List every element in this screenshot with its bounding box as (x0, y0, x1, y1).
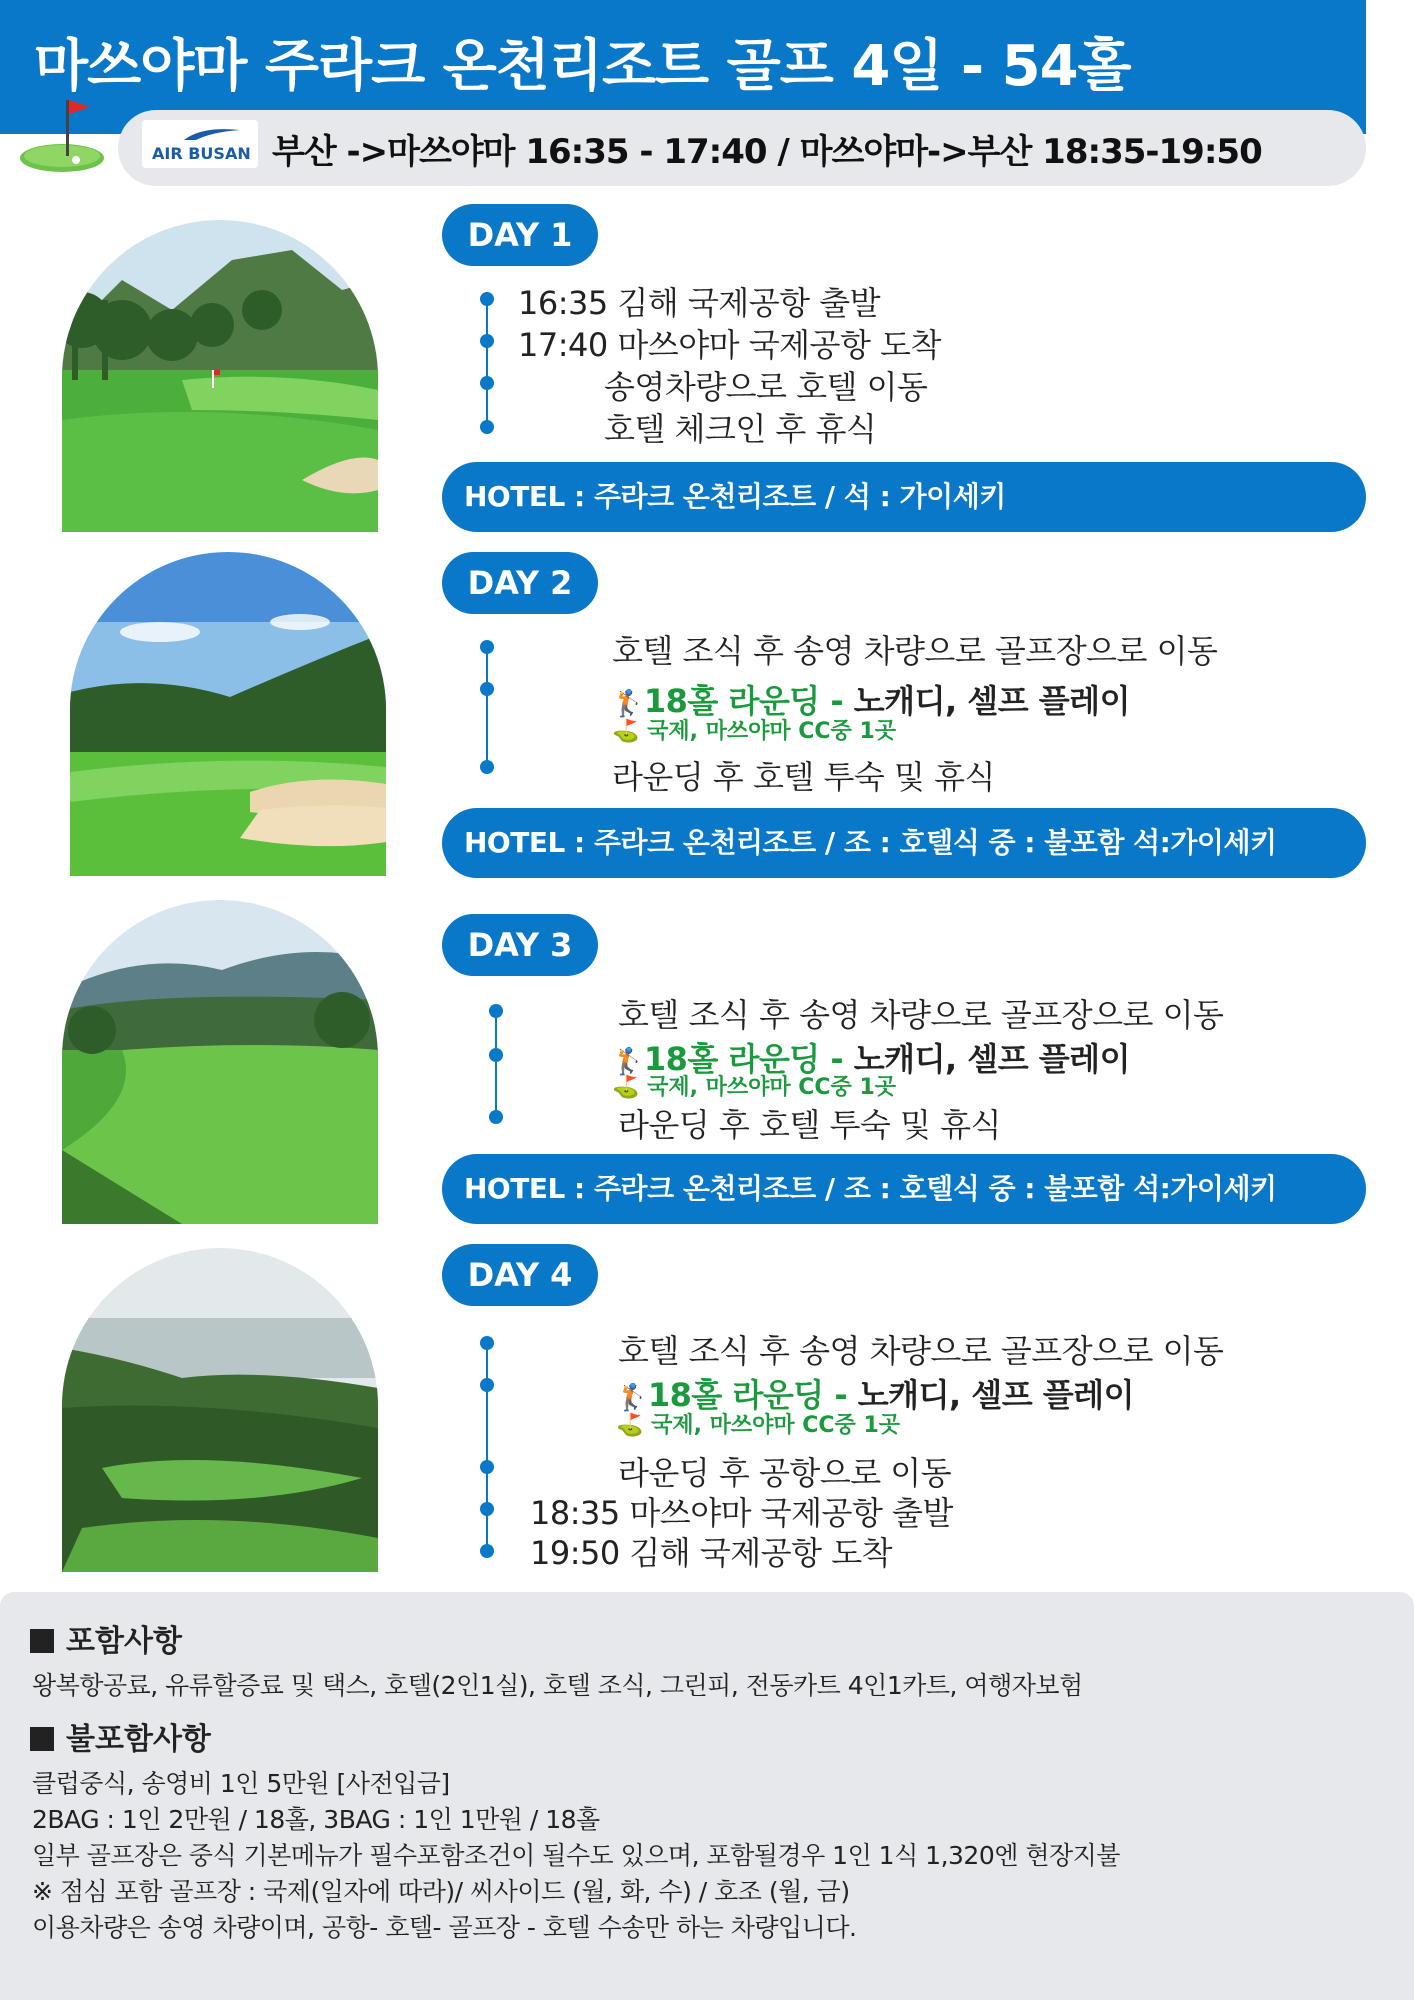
day2-dot (480, 640, 494, 654)
round-main: 18홀 라운딩 - (647, 1376, 848, 1414)
day4-item: 19:50 김해 국제공항 도착 (530, 1534, 893, 1572)
round-detail: 노캐디, 셀프 플레이 (843, 1040, 1130, 1078)
day2-timeline (486, 646, 488, 766)
info-footer (0, 1592, 1414, 2000)
day1-dot (480, 420, 494, 434)
day1-dot (480, 376, 494, 390)
day2-hotel-bar: HOTEL : 주라크 온천리조트 / 조 : 호텔식 중 : 불포함 석:가이세키 (442, 808, 1366, 878)
round-main: 18홀 라운딩 - (643, 1040, 844, 1078)
airline-logo (142, 120, 258, 168)
day4-round-sub: ⛳ 국제, 마쓰야마 CC중 1곳 (616, 1413, 901, 1438)
round-detail: 노캐디, 셀프 플레이 (843, 682, 1130, 720)
excluded-line: 일부 골프장은 중식 기본메뉴가 필수포함조건이 될수도 있으며, 포함될경우 1인 1식 1,320엔 현장지불 (32, 1841, 1120, 1870)
included-title: 포함사항 (30, 1616, 182, 1660)
day3-hotel-bar: HOTEL : 주라크 온천리조트 / 조 : 호텔식 중 : 불포함 석:가이세키 (442, 1154, 1366, 1224)
day3-item: 라운딩 후 호텔 투숙 및 휴식 (618, 1106, 1001, 1144)
golfer-icon: 🏌 (612, 689, 644, 719)
day4-dot (480, 1336, 494, 1350)
airline-swoosh-icon (182, 124, 242, 144)
golfer-icon: 🏌 (616, 1383, 648, 1413)
excluded-title: 불포함사항 (30, 1714, 211, 1758)
day4-dot (480, 1378, 494, 1392)
day4-dot (480, 1502, 494, 1516)
day1-item: 호텔 체크인 후 휴식 (604, 410, 877, 448)
day4-dot (480, 1544, 494, 1558)
round-main: 18홀 라운딩 - (643, 682, 844, 720)
golfer-icon: 🏌 (612, 1047, 644, 1077)
day1-dot (480, 292, 494, 306)
day1-hotel-bar: HOTEL : 주라크 온천리조트 / 석 : 가이세키 (442, 462, 1366, 532)
day1-photo (62, 220, 378, 532)
golf-flag-small-icon: ⛳ (612, 719, 640, 744)
excluded-line: 이용차량은 송영 차량이며, 공항- 호텔- 골프장 - 호텔 수송만 하는 차량입니다. (32, 1913, 857, 1942)
square-bullet-icon (30, 1727, 54, 1751)
day3-timeline (495, 1010, 497, 1118)
excluded-line: 2BAG : 1인 2만원 / 18홀, 3BAG : 1인 1만원 / 18홀 (32, 1805, 600, 1834)
day1-timeline (486, 298, 488, 428)
day3-photo (62, 900, 378, 1224)
day4-item: 18:35 마쓰야마 국제공항 출발 (530, 1494, 953, 1532)
day1-label: DAY 1 (442, 204, 598, 266)
day3-dot (489, 1048, 503, 1062)
day2-item: 라운딩 후 호텔 투숙 및 휴식 (612, 758, 995, 796)
day2-round-sub: ⛳ 국제, 마쓰야마 CC중 1곳 (612, 719, 897, 744)
golf-flag-small-icon: ⛳ (612, 1075, 640, 1100)
flight-info-bar (118, 110, 1366, 186)
day1-item: 17:40 마쓰야마 국제공항 도착 (518, 326, 941, 364)
square-bullet-icon (30, 1629, 54, 1653)
day4-label: DAY 4 (442, 1244, 598, 1306)
day2-dot (480, 760, 494, 774)
day3-dot (489, 1004, 503, 1018)
day1-item: 송영차량으로 호텔 이동 (604, 368, 928, 406)
day2-label: DAY 2 (442, 552, 598, 614)
page-title: 마쓰야마 주라크 온천리조트 골프 4일 - 54홀 (34, 34, 1131, 99)
day4-timeline (486, 1342, 488, 1554)
day4-item: 라운딩 후 공항으로 이동 (618, 1454, 952, 1492)
day3-dot (489, 1110, 503, 1124)
golf-flag-icon (18, 96, 108, 176)
day1-dot (480, 334, 494, 348)
flight-schedule: 부산 ->마쓰야마 16:35 - 17:40 / 마쓰야마->부산 18:35-19:50 (272, 132, 1262, 172)
day2-item: 호텔 조식 후 송영 차량으로 골프장으로 이동 (612, 632, 1218, 670)
day3-item: 호텔 조식 후 송영 차량으로 골프장으로 이동 (618, 996, 1224, 1034)
day4-photo (62, 1248, 378, 1572)
excluded-line: 클럽중식, 송영비 1인 5만원 [사전입금] (32, 1769, 450, 1798)
included-text: 왕복항공료, 유류할증료 및 택스, 호텔(2인1실), 호텔 조식, 그린피, 전동카트 4인1카트, 여행자보험 (32, 1671, 1083, 1700)
day1-item: 16:35 김해 국제공항 출발 (518, 284, 881, 322)
airline-logo-text: AIR BUSAN (152, 144, 251, 163)
day3-round-sub: ⛳ 국제, 마쓰야마 CC중 1곳 (612, 1075, 897, 1100)
excluded-line: ※ 점심 포함 골프장 : 국제(일자에 따라)/ 씨사이드 (월, 화, 수) / 호조 (월, 금) (32, 1877, 850, 1906)
day3-label: DAY 3 (442, 914, 598, 976)
day4-dot (480, 1460, 494, 1474)
golf-flag-small-icon: ⛳ (616, 1413, 644, 1438)
round-detail: 노캐디, 셀프 플레이 (847, 1376, 1134, 1414)
day4-item: 호텔 조식 후 송영 차량으로 골프장으로 이동 (618, 1332, 1224, 1370)
day2-photo (70, 552, 386, 876)
day2-dot (480, 682, 494, 696)
